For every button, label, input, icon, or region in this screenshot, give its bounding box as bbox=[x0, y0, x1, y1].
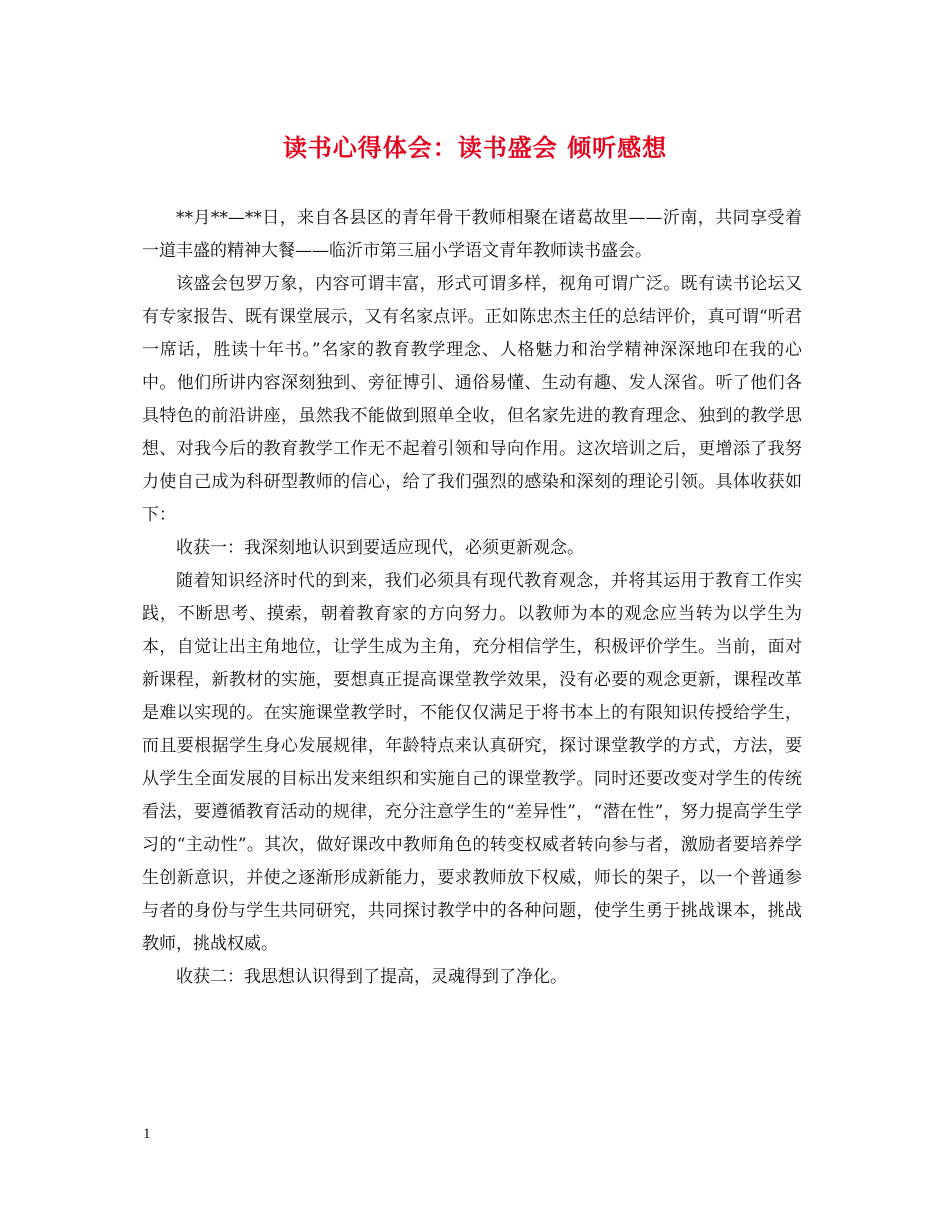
document-title: 读书心得体会：读书盛会 倾听感想 bbox=[282, 134, 668, 162]
document-body bbox=[142, 202, 802, 994]
paragraph-intro: **月**—**日，来自各县区的青年骨干教师相聚在诸葛故里——沂南，共同享受着一道丰盛的精神大餐——临沂市第三届小学语文青年教师读书盛会。 bbox=[142, 208, 802, 261]
paragraph-gain-two-heading: 收获二：我思想认识得到了提高，灵魂得到了净化。 bbox=[176, 967, 567, 987]
paragraph-gain-one-heading: 收获一：我深刻地认识到要适应现代，必须更新观念。 bbox=[176, 538, 584, 558]
paragraph-overview: 该盛会包罗万象，内容可谓丰富，形式可谓多样，视角可谓广泛。既有读书论坛又有专家报告、既有课堂展示，又有名家点评。正如陈忠杰主任的总结评价，真可谓“听君一席话，胜读十年书。”名家的教育教学理念、人格魅力和治学精神深深地印在我的心中。他们所讲内容深刻独到、旁征博引、通俗易懂、生动有趣、发人深省。听了他们各具特色的前沿讲座，虽然我不能做到照单全收，但名家先进的教育理念、独到的教学思想、对我今后的教育教学工作无不起着引领和导向作用。这次培训之后，更增添了我努力使自己成为科研型教师的信心，给了我们强烈的感染和深刻的理论引领。具体收获如下： bbox=[142, 274, 802, 525]
page-number: 1 bbox=[143, 1126, 151, 1142]
paragraph-gain-one-body: 随着知识经济时代的到来，我们必须具有现代教育观念，并将其运用于教育工作实践，不断思考、摸索，朝着教育家的方向努力。以教师为本的观念应当转为以学生为本，自觉让出主角地位，让学生成为主角，充分相信学生，积极评价学生。当前，面对新课程，新教材的实施，要想真正提高课堂教学效果，没有必要的观念更新，课程改革是难以实现的。在实施课堂教学时，不能仅仅满足于将书本上的有限知识传授给学生，而且要根据学生身心发展规律，年龄特点来认真研究，探讨课堂教学的方式，方法，要从学生全面发展的目标出发来组织和实施自己的课堂教学。同时还要改变对学生的传统看法，要遵循教育活动的规律，充分注意学生的“差异性”，“潜在性”，努力提高学生学习的“主动性”。其次，做好课改中教师角色的转变权威者转向参与者，激励者要培养学生创新意识，并使之逐渐形成新能力，要求教师放下权威，师长的架子，以一个普通参与者的身份与学生共同研究，共同探讨教学中的各种问题，使学生勇于挑战课本，挑战教师，挑战权威。 bbox=[142, 571, 802, 954]
